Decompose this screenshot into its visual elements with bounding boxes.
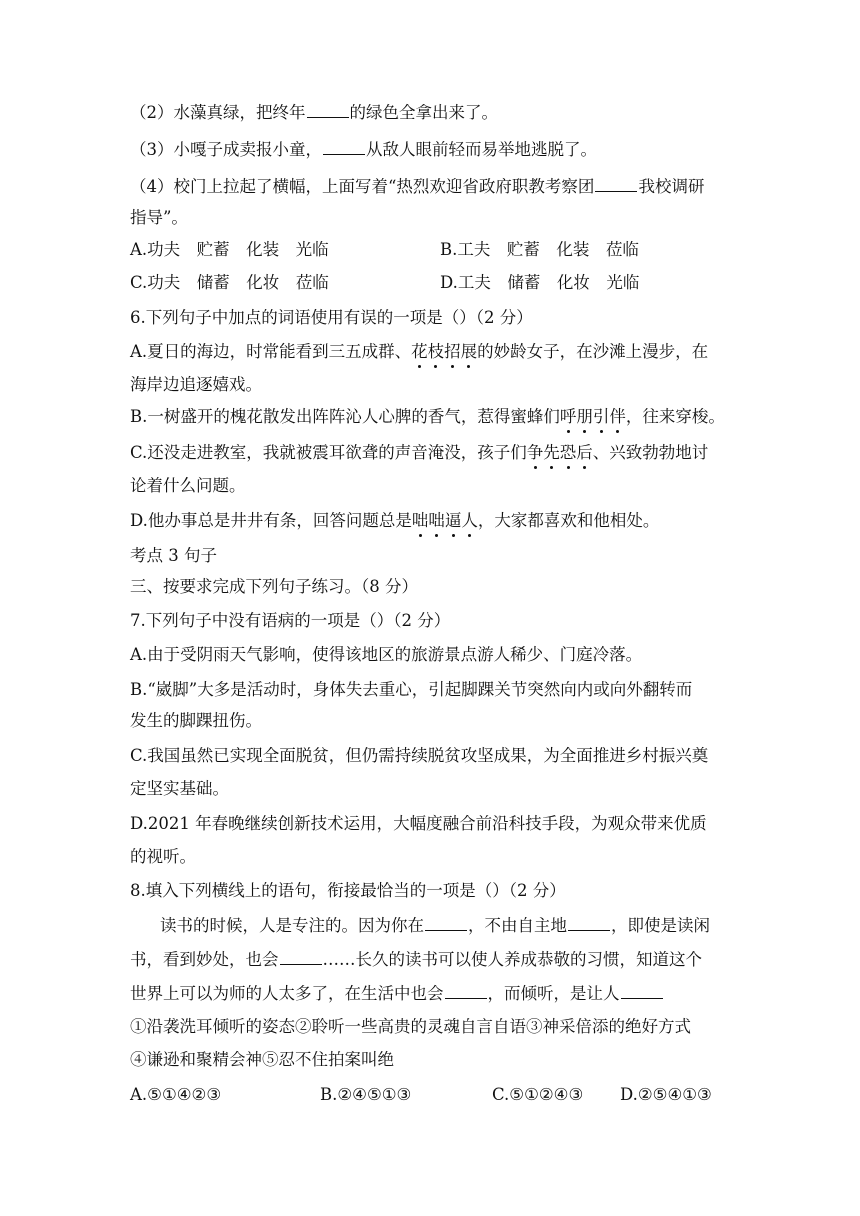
q5-item-4-line2: 指导”。 — [130, 208, 188, 227]
q6-option-b-text: B.一树盛开的槐花散发出阵阵沁人心脾的香气，惹得蜜蜂们 — [130, 407, 560, 426]
answer-blank — [425, 915, 467, 931]
dotted-word — [412, 511, 478, 530]
q8-passage-line1 — [160, 915, 740, 937]
q8-option-b: B.②④⑤①③ — [320, 1085, 412, 1104]
q8-choices-line1: ①沿袭洗耳倾听的姿态②聆听一些高贵的灵魂自言自语③神采倍添的绝好方式 — [130, 1017, 691, 1036]
q6-option-d-text-end: ，大家都喜欢和他相处。 — [477, 511, 660, 530]
dotted-char: 伴 — [609, 407, 626, 426]
q5-item-4-text: （4）校门上拉起了横幅，上面写着“热烈欢迎省政府职教考察团 — [130, 177, 595, 196]
q7-option-c-line2: 定坚实基础。 — [130, 779, 229, 798]
q5-item-4-text-end: 我校调研 — [638, 177, 705, 196]
q8-passage-line3 — [130, 983, 740, 1005]
q6-stem: 6.下列句子中加点的词语使用有误的一项是（）（2 分） — [130, 308, 533, 327]
dotted-char: 花 — [411, 342, 428, 361]
q5-option-b: B.工夫 贮蓄 化装 莅临 — [440, 240, 639, 259]
q8-option-a: A.⑤①④②③ — [130, 1085, 222, 1104]
q8-choices-line2: ④谦逊和聚精会神⑤忍不住拍案叫绝 — [130, 1050, 394, 1069]
q7-stem: 7.下列句子中没有语病的一项是（）（2 分） — [130, 611, 451, 630]
q7-option-b-line2: 发生的脚踝扭伤。 — [130, 711, 262, 730]
q6-option-c — [130, 442, 740, 464]
q8-passage-text: ，即使是读闲 — [611, 916, 710, 935]
dotted-char: 招 — [444, 342, 461, 361]
q5-item-2-text: （2）水藻真绿，把终年 — [130, 103, 306, 122]
q5-option-d: D.工夫 储蓄 化妆 光临 — [440, 273, 640, 292]
q8-passage-text: 读书的时候，人是专注的。因为你在 — [160, 916, 424, 935]
answer-blank — [280, 949, 322, 965]
q6-option-b-text-end: ，往来穿梭。 — [625, 407, 725, 426]
kaodian-heading: 考点 3 句子 — [130, 546, 217, 565]
q8-passage-text: ……长久的读书可以使人养成恭敬的习惯，知道这个 — [322, 950, 702, 969]
answer-blank — [307, 102, 349, 118]
section-title: 三、按要求完成下列句子练习。（8 分） — [130, 577, 418, 596]
q8-passage-line2 — [130, 949, 740, 971]
q7-option-d: D.2021 年春晚继续创新技术运用，大幅度融合前沿科技手段，为观众带来优质 — [130, 814, 707, 833]
q8-passage-text: 世界上可以为师的人太多了，在生活中也会 — [130, 984, 444, 1003]
q6-option-a-line2: 海岸边追逐嬉戏。 — [130, 375, 262, 394]
answer-blank — [621, 983, 663, 999]
q5-item-2-text-end: 的绿色全拿出来了。 — [349, 103, 498, 122]
dotted-char: 枝 — [427, 342, 445, 361]
dotted-word — [411, 342, 477, 361]
dotted-char: 人 — [461, 511, 478, 530]
q6-option-d-text: D.他办事总是井井有条，回答问题总是 — [130, 511, 412, 530]
q6-option-c-text: C.还没走进教室，我就被震耳欲聋的声音淹没，孩子们 — [130, 443, 527, 462]
q5-item-4 — [130, 176, 740, 198]
dotted-char: 展 — [460, 342, 478, 361]
q8-stem: 8.填入下列横线上的语句，衔接最恰当的一项是（）（2 分） — [130, 881, 566, 900]
q5-option-c: C.功夫 储蓄 化妆 莅临 — [130, 273, 329, 292]
q8-passage-text: ，而倾听，是让人 — [487, 984, 620, 1003]
q6-option-a — [130, 341, 740, 363]
dotted-char: 朋 — [576, 407, 593, 426]
q8-passage-text: ，不由自主地 — [468, 916, 567, 935]
dotted-char: 引 — [592, 407, 610, 426]
q7-option-c: C.我国虽然已实现全面脱贫，但仍需持续脱贫攻坚成果，为全面推进乡村振兴奠 — [130, 746, 709, 765]
q7-option-b: B.“崴脚”大多是活动时，身体失去重心，引起脚踝关节突然向内或向外翻转而 — [130, 680, 693, 699]
q6-option-d — [130, 510, 740, 532]
q8-option-d: D.②⑤④①③ — [620, 1085, 712, 1104]
q6-option-c-line2: 论着什么问题。 — [130, 476, 246, 495]
q6-option-a-text: A.夏日的海边，时常能看到三五成群、 — [130, 342, 412, 361]
q7-option-d-line2: 的视听。 — [130, 847, 196, 866]
dotted-char: 争 — [526, 443, 544, 462]
dotted-word — [560, 407, 626, 426]
dotted-char: 呼 — [559, 407, 577, 426]
q6-option-b — [130, 406, 740, 428]
dotted-word — [527, 443, 593, 462]
q6-option-a-text-end: 的妙龄女子，在沙滩上漫步，在 — [477, 342, 709, 361]
answer-blank — [323, 139, 365, 155]
q5-item-3-text: （3）小嘎子成卖报小童， — [130, 140, 322, 159]
q5-option-a: A.功夫 贮蓄 化装 光临 — [130, 240, 329, 259]
dotted-char: 咄 — [428, 511, 445, 530]
dotted-char: 逼 — [444, 511, 462, 530]
dotted-char: 恐 — [559, 443, 577, 462]
dotted-char: 先 — [543, 443, 560, 462]
q8-option-c: C.⑤①②④③ — [492, 1085, 584, 1104]
answer-blank — [445, 983, 487, 999]
dotted-char: 后 — [576, 443, 593, 462]
q8-passage-text: 书，看到妙处，也会 — [130, 950, 279, 969]
answer-blank — [595, 176, 637, 192]
q5-item-3 — [130, 139, 740, 161]
dotted-char: 咄 — [411, 511, 429, 530]
q6-option-c-text-end: 、兴致勃勃地讨 — [592, 443, 709, 462]
q5-item-2 — [130, 102, 740, 124]
q5-item-3-text-end: 从敌人眼前轻而易举地逃脱了。 — [366, 140, 597, 159]
q7-option-a: A.由于受阴雨天气影响，使得该地区的旅游景点游人稀少、门庭冷落。 — [130, 645, 643, 664]
answer-blank — [568, 915, 610, 931]
